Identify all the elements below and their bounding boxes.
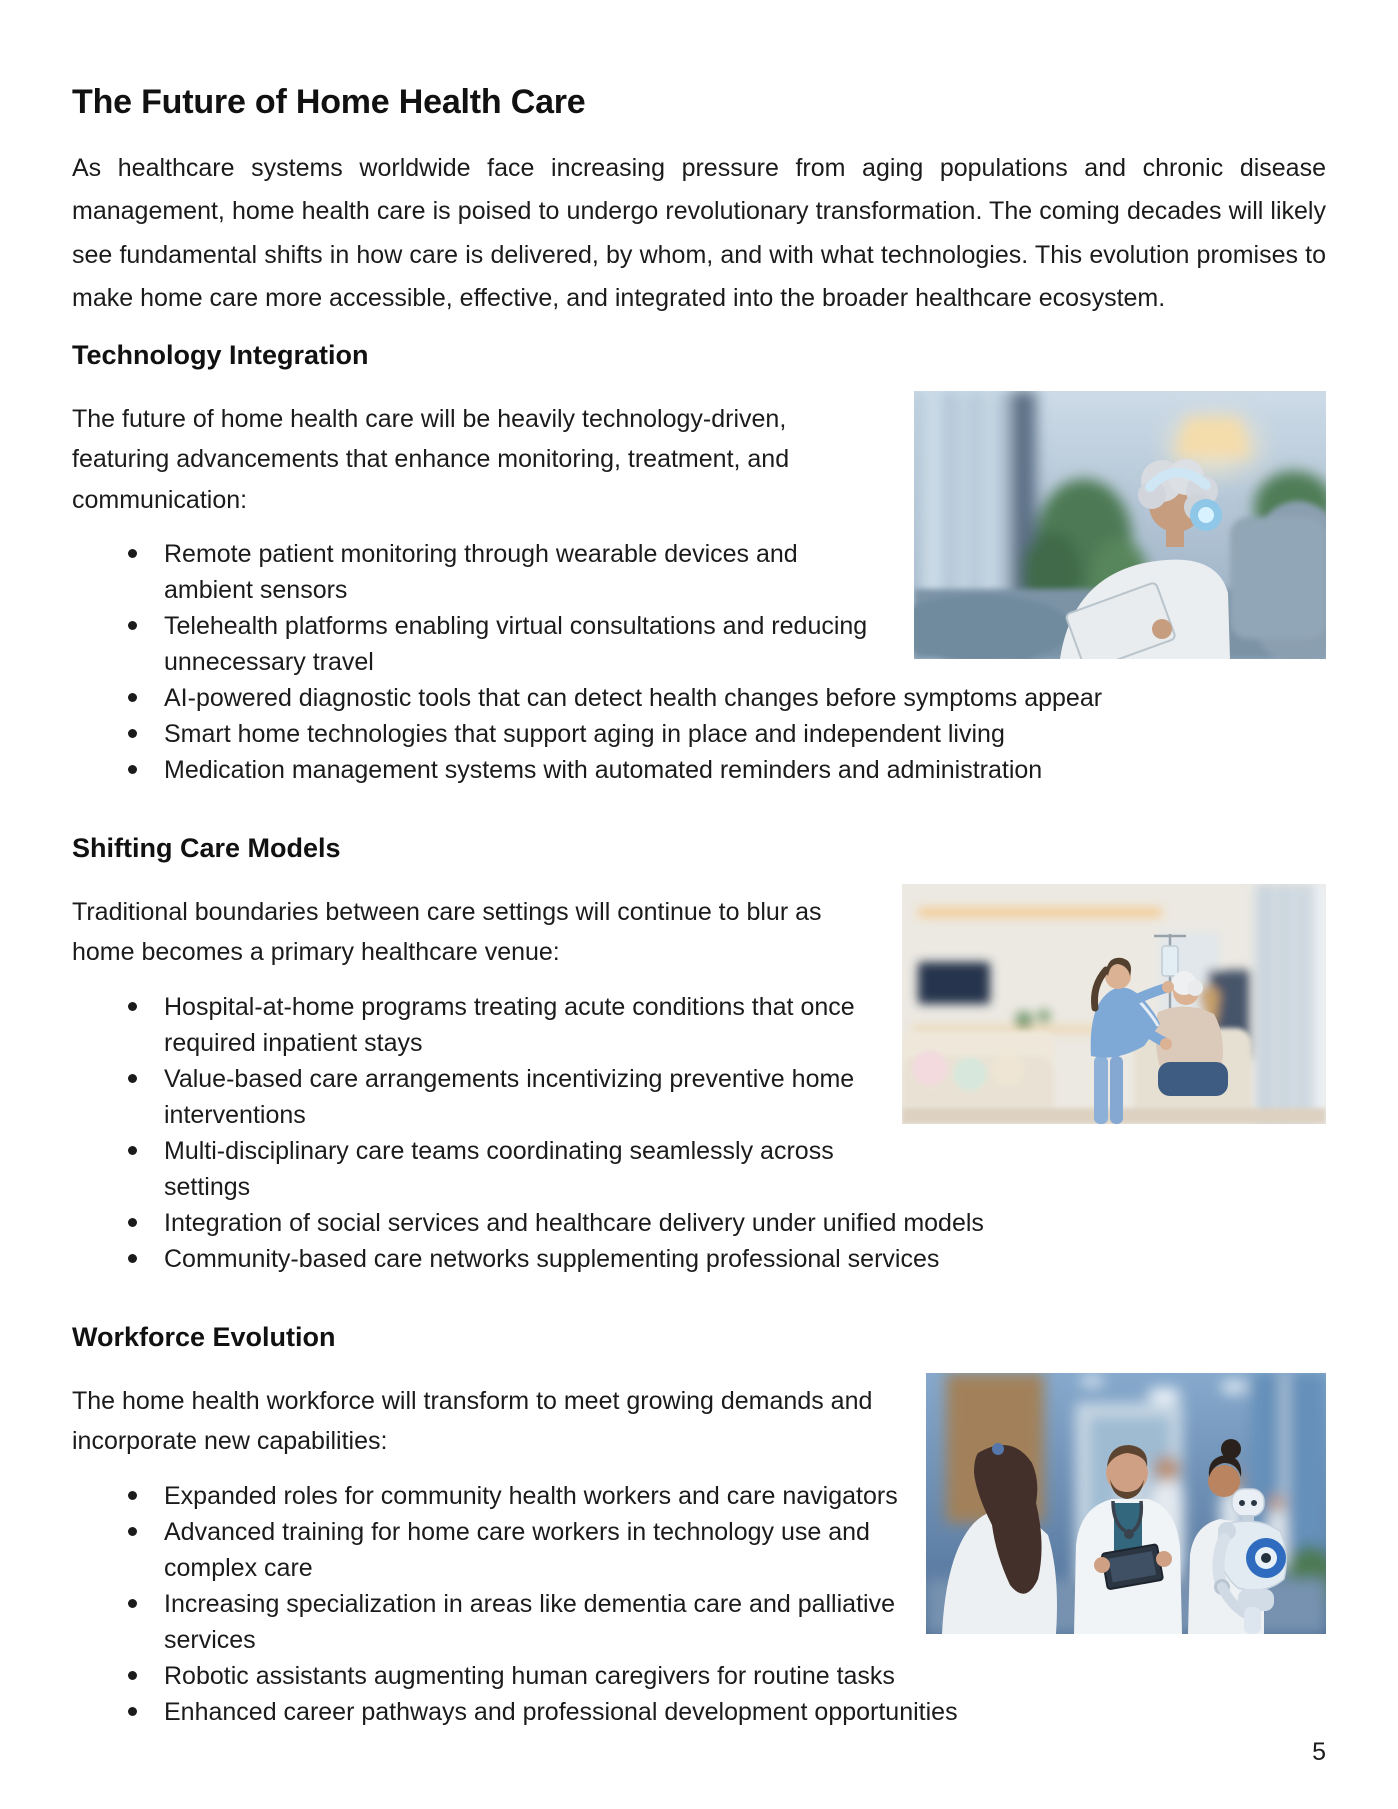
bullet-list-workforce [72,1478,1326,1730]
bullet-list-care-models [72,989,1326,1277]
bullet-marker [128,621,137,630]
bullet-marker [128,1074,137,1083]
bullet-marker [128,1254,137,1263]
bullet-marker [128,1527,137,1536]
list-item: AI-powered diagnostic tools that can detect health changes before symptoms appear [164,680,1326,716]
section-lead: The future of home health care will be heavily technology-driven, featuring advancements that enhance monitoring, treatment, and communication: [72,404,790,514]
list-item: Advanced training for home care workers in technology use and complex care [164,1514,1326,1586]
section-heading: Workforce Evolution [72,1321,336,1352]
section-heading: Shifting Care Models [72,833,341,864]
bullet-marker [128,1146,137,1155]
bullet-list-technology [72,536,1326,788]
list-item: Enhanced career pathways and professional development opportunities [164,1694,1326,1730]
bullet-marker [128,765,137,774]
bullet-marker [128,1218,137,1227]
bullet-marker [128,1491,137,1500]
page-title: The Future of Home Health Care [72,83,586,121]
list-item: Robotic assistants augmenting human caregivers for routine tasks [164,1658,1326,1694]
section-shifting-care-models [72,832,1326,1277]
bullet-marker [128,1599,137,1608]
list-item: Expanded roles for community health workers and care navigators [164,1478,1326,1514]
section-heading: Technology Integration [72,339,369,370]
list-item: Medication management systems with automated reminders and administration [164,752,1326,788]
section-lead: The home health workforce will transform to meet growing demands and incorporate new capabilities: [72,1386,873,1456]
lamp-shade [1174,417,1252,457]
list-item: Remote patient monitoring through wearable devices and ambient sensors [164,536,1326,608]
bullet-marker [128,549,137,558]
section-lead: Traditional boundaries between care settings will continue to blur as home becomes a primary healthcare venue: [72,897,822,967]
list-item: Telehealth platforms enabling virtual consultations and reducing unnecessary travel [164,608,1326,680]
bullet-marker [128,1002,137,1011]
list-item: Hospital-at-home programs treating acute conditions that once required inpatient stays [164,989,1326,1061]
hair-scrunchie [992,1443,1004,1455]
list-item: Integration of social services and healthcare delivery under unified models [164,1205,1326,1241]
bullet-marker [128,729,137,738]
bullet-marker [128,693,137,702]
ceiling-light [1147,1388,1181,1402]
list-item: Community-based care networks supplementing professional services [164,1241,1326,1277]
section-technology-integration [72,339,1326,788]
list-item: Multi-disciplinary care teams coordinating seamlessly across settings [164,1133,1326,1205]
led-light-strip [918,908,1162,917]
iv-bag [1162,946,1178,976]
list-item: Increasing specialization in areas like dementia care and palliative services [164,1586,1326,1658]
intro-paragraph: As healthcare systems worldwide face increasing pressure from aging populations and chronic disease management, home health care is poised to undergo revolutionary transformation. The coming decades will likely see fundamental shifts in how care is delivered, by whom, and with what technologies. This evolution promises to make home care more accessible, effective, and integrated into the broader healthcare ecosystem. [72,153,1326,313]
section-workforce-evolution [72,1321,1326,1730]
hair-bun [1221,1439,1241,1459]
list-item: Value-based care arrangements incentivizing preventive home interventions [164,1061,1326,1133]
list-item: Smart home technologies that support aging in place and independent living [164,716,1326,752]
bullet-marker [128,1707,137,1716]
bullet-marker [128,1671,137,1680]
page-number: 5 [1312,1738,1326,1766]
